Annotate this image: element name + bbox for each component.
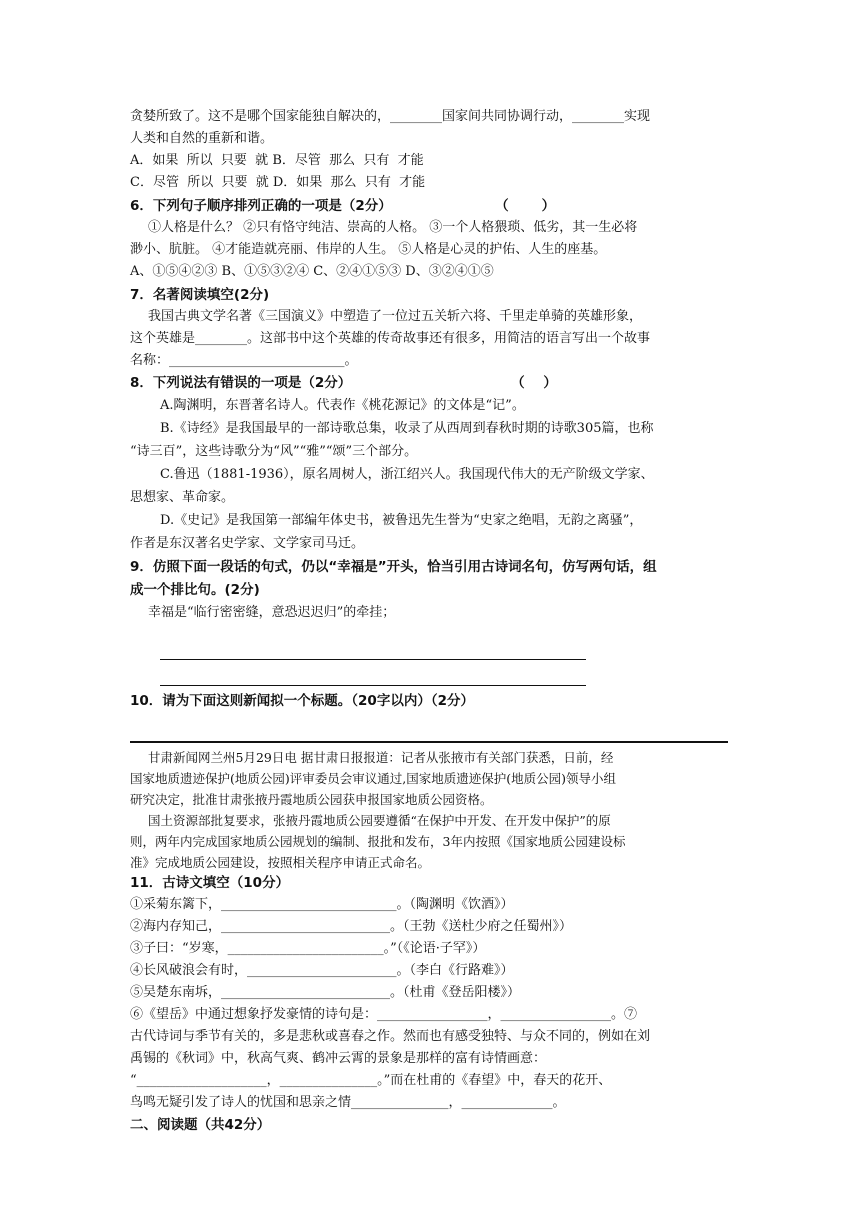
text-line: ⑤吴楚东南坼，__________________________。（杜甫《登岳阳楼》） — [130, 985, 521, 1000]
text-line: 这个英雄是________。这部书中这个英雄的传奇故事还有很多，用简洁的语言写出一个故事 — [130, 331, 651, 346]
question-heading: 8．下列说法有错误的一项是（2分） （ ） — [130, 375, 557, 391]
text-line: 则，两年内完成国家地质公园规划的编制、报批和发布，3年内按照《国家地质公园建设标 — [130, 834, 626, 849]
text-line: 准》完成地质公园建设，按照相关程序申请正式命名。 — [130, 855, 431, 870]
text-line: 甘肃新闻网兰州5月29日电 据甘肃日报报道：记者从张掖市有关部门获悉，日前，经 — [148, 750, 614, 765]
answer-line-1[interactable] — [160, 659, 586, 660]
text-line: 思想家、革命家。 — [130, 490, 235, 505]
text-line: 古代诗词与季节有关的，多是悲秋或喜春之作。然而也有感受独特、与众不同的，例如在刘 — [130, 1029, 651, 1044]
text-line: A.陶渊明，东晋著名诗人。代表作《桃花源记》的文体是“记”。 — [160, 398, 525, 413]
text-line: C．尽管 所以 只要 就 D．如果 那么 只有 才能 — [130, 175, 426, 190]
question-heading: 二、阅读题（共42分） — [130, 1117, 271, 1133]
text-line: ①人格是什么？ ②只有恪守纯洁、崇高的人格。 ③一个人格猥琐、低劣，其一生必将 — [148, 220, 638, 235]
text-line: 人类和自然的重新和谐。 — [130, 131, 274, 146]
text-line: 渺小、肮脏。 ④才能造就亮丽、伟岸的人生。 ⑤人格是心灵的护佑、人生的座基。 — [130, 242, 607, 257]
text-line: 研究决定，批准甘肃张掖丹霞地质公园获申报国家地质公园资格。 — [130, 792, 493, 807]
text-line: ③子曰：“岁寒，________________________。”（《论语·子罕》） — [130, 941, 486, 956]
text-line: 国土资源部批复要求，张掖丹霞地质公园要遵循“在保护中开发、在开发中保护”的原 — [148, 813, 611, 828]
text-line: 我国古典文学名著《三国演义》中塑造了一位过五关斩六将、千里走单骑的英雄形象， — [148, 309, 643, 324]
text-line: 鸟鸣无疑引发了诗人的忧国和思亲之情_______________，______________。 — [130, 1095, 566, 1110]
text-line: A、①⑤④②③ B、①⑤③②④ C、②④①⑤③ D、③②④①⑤ — [130, 264, 494, 279]
text-line: 作者是东汉著名史学家、文学家司马迁。 — [130, 536, 365, 551]
question-heading: 6．下列句子顺序排列正确的一项是（2分） （ ） — [130, 198, 556, 214]
question-heading: 10．请为下面这则新闻拟一个标题。（20字以内）（2分） — [130, 693, 474, 709]
answer-line-2[interactable] — [160, 685, 586, 686]
question-heading: 7．名著阅读填空(2分) — [130, 287, 270, 303]
text-line: ④长风破浪会有时，_______________________。（李白《行路难》） — [130, 963, 514, 978]
text-line: 名称：___________________________。 — [130, 353, 358, 368]
question-heading: 9．仿照下面一段话的句式，仍以“幸福是”开头，恰当引用古诗词名句，仿写两句话，组 — [130, 559, 657, 575]
text-line: 禹锡的《秋词》中，秋高气爽、鹤冲云霄的景象是那样的富有诗情画意： — [130, 1051, 547, 1066]
text-line: 贪婪所致了。这不是哪个国家能独自解决的，________国家间共同协调行动，________实现 — [130, 109, 651, 124]
news-divider — [130, 741, 728, 743]
text-line: 国家地质遗迹保护(地质公园)评审委员会审议通过,国家地质遗迹保护(地质公园)领导小组 — [130, 771, 616, 786]
text-line: C.鲁迅（1881-1936），原名周树人，浙江绍兴人。我国现代伟大的无产阶级文学家、 — [160, 467, 654, 482]
text-line: B.《诗经》是我国最早的一部诗歌总集，收录了从西周到春秋时期的诗歌305篇，也称 — [160, 421, 654, 436]
text-line: ②海内存知己，__________________________。（王勃《送杜少府之任蜀州》） — [130, 919, 573, 934]
text-line: A．如果 所以 只要 就 B．尽管 那么 只有 才能 — [130, 153, 424, 168]
text-line: “诗三百”，这些诗歌分为“风”“雅”“颂”三个部分。 — [130, 444, 418, 459]
text-line: ①采菊东篱下，___________________________。（陶渊明《饮酒》） — [130, 897, 514, 912]
text-line: 幸福是“临行密密缝，意恐迟迟归”的牵挂； — [148, 605, 396, 620]
text-line: ⑥《望岳》中通过想象抒发豪情的诗句是：_________________，_________________。⑦ — [130, 1007, 638, 1022]
question-heading: 成一个排比句。(2分) — [130, 582, 260, 598]
question-heading: 11．古诗文填空（10分） — [130, 875, 290, 891]
text-line: D.《史记》是我国第一部编年体史书，被鲁迅先生誉为“史家之绝唱，无韵之离骚”， — [160, 513, 643, 528]
text-line: “____________________，_______________。”而在杜甫的《春望》中，春天的花开、 — [130, 1073, 612, 1088]
